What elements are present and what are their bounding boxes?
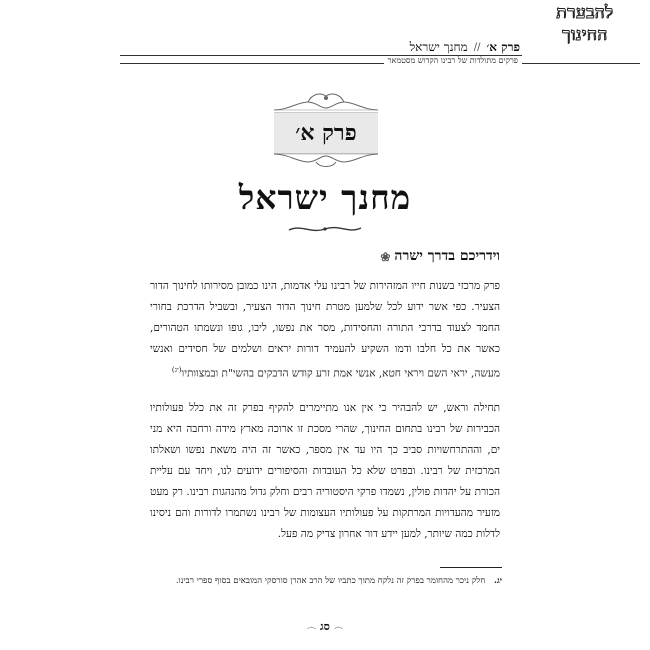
chapter-heading-box [274,112,378,154]
paragraph-1 [150,276,500,385]
folio-ornament-left-icon: ෴ [306,622,317,633]
footnote-text: חלק ניכר מהחומר בפרק זה נלקח מתוך כתביו של הרב אהרן סורסקי המובאים בסוף ספרי רבינו. [175,576,486,586]
logo-line-2: החינוך [562,25,608,45]
header-logo [530,2,640,64]
chapter-label: פרק א׳ [295,120,357,146]
section-heading [380,248,500,265]
header-rule-bottom [120,63,640,64]
footnote-rule [440,567,502,568]
folio-ornament-right-icon: ෴ [333,622,344,633]
header-chapter-tag: פרק א׳ [486,40,520,54]
footnote-mark: יג. [494,576,502,586]
section-mark-icon: ❀ [380,249,391,264]
header-subtitle: פרקים מתולדות של רבינו הקדוש מסטמאר [384,56,522,65]
header-separator: // [473,42,481,53]
main-title: מחנך ישראל [238,178,412,217]
header-section-title: מחנך ישראל [409,40,468,54]
footnote-ref[interactable]: (יג) [171,366,182,374]
title-flourish [285,222,365,236]
page-number [0,620,650,633]
page-number-text: סג [320,620,330,633]
section-heading-text: וידריכם בדרך ישרה [394,248,500,264]
ornament-bottom [268,152,384,170]
ornament-top [268,88,384,112]
footnote [152,573,502,589]
logo-line-1: להבערת [556,3,614,23]
paragraph-1-text: פרק מרכזי בשנות חייו המזהירות של רבינו עלי אדמות, הינו כמובן מסירותו לחינוך הדור הצעיר. כפי אשר ידוע לכל שלמען מטרת חינוך הדור הצעיר, ובשביל הדרכת בחורי החמד לצעוד בדרכי התורה והחסידות, מסר את נפשו, ליבו, גופו ונשמתו הטהורים, כאשר את כל חלבו ודמו השקיע להעמיד דורות יראים ושלמים של חסידים ואנשי מעשה, יראי השם ויראי חטא, אנשי אמת זרע קודש הדבקים בהשי"ת ובמצוותיו [150,280,500,380]
paragraph-2: תחילה וראש, יש להבהיר כי אין אנו מתיימרים להקיף בפרק זה את כלל פעולותיו הכבירות של רבינו בתחום החינוך, שהרי מסכת זו ארוכה מארץ מידה ורחבה היא מני ים, וההתרחשויות סביב כך היו עד אין מספר, כאשר זה היה משאת נפשו ושאלתו המרכזית של רבינו. ובפרט שלא כל העובדות והסיפורים ידועים לנו, ויחד עם עליית הכורת על יהדות פולין, נשמדו פרקי היסטוריה רבים וחלק גדול מהנהגות רבינו. רק מעט מזעיר מהעדויות המרתקות על פעולותיו העצומות של רבינו נשתמרו לדורות והם ניסינו לדלות כמה שיותר, למען יידע דור אחרון צדיק מה פעל. [150,402,500,540]
running-header [410,40,520,55]
